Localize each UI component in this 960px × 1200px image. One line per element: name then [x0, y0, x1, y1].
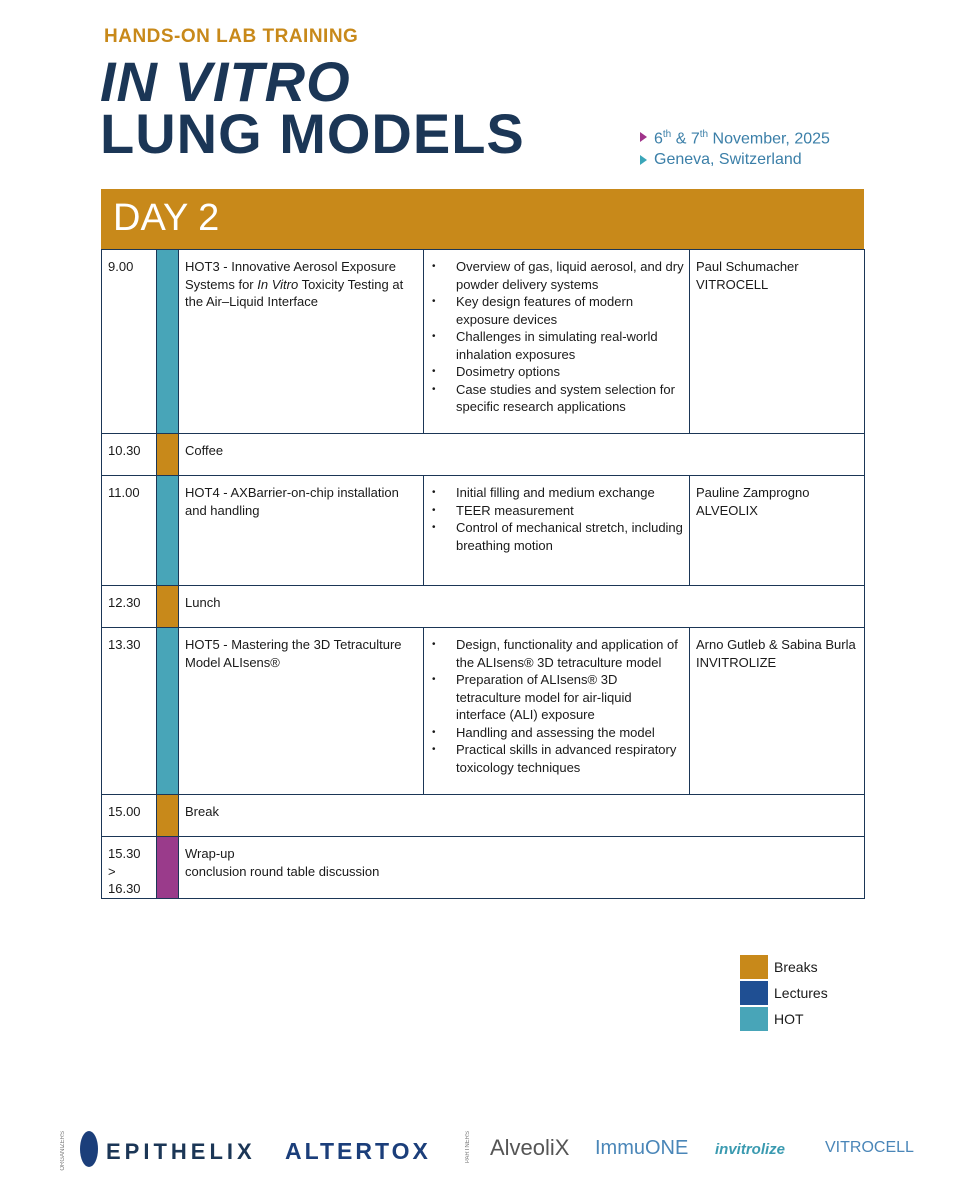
immuone-logo: ImmuONE: [595, 1137, 689, 1159]
event-location: Geneva, Switzerland: [640, 149, 830, 170]
legend-swatch: [740, 955, 768, 979]
topic-cell: HOT5 - Mastering the 3D Tetraculture Model ALIsens®: [179, 628, 424, 795]
table-row: [102, 250, 865, 434]
time-cell: 9.00: [102, 250, 157, 434]
day-banner: [101, 189, 864, 249]
vitrocell-logo: VITROCELL: [825, 1139, 914, 1156]
legend: [740, 954, 828, 1032]
epithelix-logo: EPITHELIX: [106, 1139, 256, 1164]
wrapup-cell: Wrap-up conclusion round table discussion: [179, 837, 865, 899]
time-cell: 13.30: [102, 628, 157, 795]
list-item: • Initial filling and medium exchange: [432, 484, 685, 502]
list-item: • Design, functionality and application of the ALIsens® 3D tetraculture model: [432, 636, 685, 671]
legend-item: HOT: [740, 1006, 828, 1032]
category-bar-break: [157, 434, 179, 476]
speaker-cell: [690, 628, 865, 795]
triangle-bullet-icon: [640, 132, 647, 142]
list-item: • Case studies and system selection for specific research applications: [432, 381, 685, 416]
break-label: Break: [179, 795, 865, 837]
header-kicker: HANDS-ON LAB TRAINING: [104, 26, 359, 47]
topic-cell: HOT4 - AXBarrier-on-chip installation and handling: [179, 476, 424, 586]
speaker-cell: [690, 476, 865, 586]
speaker-name: Paul Schumacher: [696, 259, 799, 274]
triangle-bullet-icon: [640, 155, 647, 165]
category-bar-hot: [157, 476, 179, 586]
category-bar-hot: [157, 628, 179, 795]
speaker-org: INVITROLIZE: [696, 654, 777, 670]
legend-swatch: [740, 1007, 768, 1031]
altertox-logo: ALTERTOX: [285, 1138, 431, 1164]
legend-item: Lectures: [740, 980, 828, 1006]
details-cell: [424, 476, 690, 586]
table-row: [102, 476, 865, 586]
epithelix-logo-icon: [80, 1131, 98, 1167]
time-cell: 15.00: [102, 795, 157, 837]
event-info: [640, 124, 830, 170]
schedule-table: [101, 249, 865, 899]
organizers-label: ORGANIZERS: [60, 1131, 66, 1171]
alveolix-logo: AlveoliX: [490, 1135, 570, 1160]
invitrolize-logo: invitrolize: [715, 1141, 786, 1158]
event-date: 6th & 7th November, 2025: [640, 124, 830, 149]
title-line-2: LUNG MODELS: [100, 102, 525, 165]
time-cell: 10.30: [102, 434, 157, 476]
table-row: [102, 434, 865, 476]
break-label: Lunch: [179, 586, 865, 628]
list-item: • Key design features of modern exposure devices: [432, 293, 685, 328]
list-item: • Handling and assessing the model: [432, 724, 685, 742]
legend-swatch: [740, 981, 768, 1005]
speaker-org: ALVEOLIX: [696, 502, 758, 518]
table-row: [102, 586, 865, 628]
table-row: [102, 795, 865, 837]
topic-cell: HOT3 - Innovative Aerosol Exposure Systems for In Vitro Toxicity Testing at the Air–Liquid Interface: [179, 250, 424, 434]
speaker-cell: [690, 250, 865, 434]
list-item: • Dosimetry options: [432, 363, 685, 381]
list-item: • Practical skills in advanced respiratory toxicology techniques: [432, 741, 685, 776]
category-bar-hot: [157, 250, 179, 434]
time-cell: 11.00: [102, 476, 157, 586]
details-cell: [424, 250, 690, 434]
time-cell: 12.30: [102, 586, 157, 628]
legend-item: Breaks: [740, 954, 828, 980]
speaker-org: VITROCELL: [696, 276, 769, 292]
day-label: DAY 2: [113, 197, 220, 239]
list-item: • TEER measurement: [432, 502, 685, 520]
list-item: • Control of mechanical stretch, including breathing motion: [432, 519, 685, 554]
category-bar-break: [157, 795, 179, 837]
speaker-name: Arno Gutleb & Sabina Burla: [696, 637, 856, 652]
category-bar-break: [157, 586, 179, 628]
category-bar-wrapup: [157, 837, 179, 899]
break-label: Coffee: [179, 434, 865, 476]
partners-label: PARTNERS: [465, 1131, 471, 1164]
list-item: • Challenges in simulating real-world inhalation exposures: [432, 328, 685, 363]
time-cell: 15.30 > 16.30: [102, 837, 157, 899]
details-cell: [424, 628, 690, 795]
table-row: [102, 628, 865, 795]
page-title: [100, 50, 525, 165]
footer-logos: [60, 1125, 914, 1180]
title-line-1: IN VITRO: [100, 50, 351, 113]
speaker-name: Pauline Zamprogno: [696, 485, 810, 500]
table-row: [102, 837, 865, 899]
list-item: • Preparation of ALIsens® 3D tetraculture model for air-liquid interface (ALI) exposure: [432, 671, 685, 724]
list-item: • Overview of gas, liquid aerosol, and dry powder delivery systems: [432, 258, 685, 293]
